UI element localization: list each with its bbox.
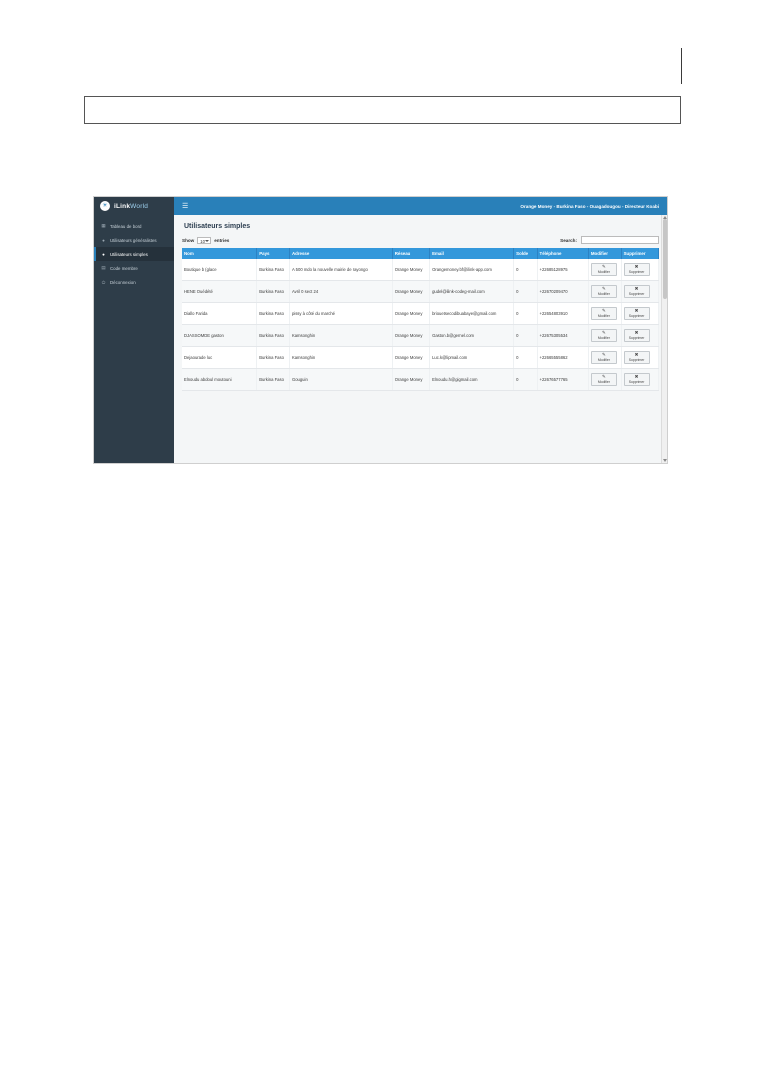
cell-adresse: A 500 mdo la nouvelle mairie de rayongo bbox=[289, 259, 392, 281]
edit-button-label: Modifier bbox=[597, 292, 610, 297]
cell-pays: Burkina Faso bbox=[257, 303, 290, 325]
page-size-select[interactable] bbox=[197, 237, 211, 244]
cell-solde: 0 bbox=[514, 259, 537, 281]
delete-button[interactable] bbox=[624, 263, 650, 276]
cell-supprimer bbox=[621, 281, 658, 303]
user-icon: ● bbox=[102, 251, 105, 257]
pencil-icon: ✎ bbox=[601, 373, 606, 379]
pencil-icon: ✎ bbox=[601, 329, 606, 335]
cell-modifier bbox=[588, 281, 621, 303]
pencil-icon: ✎ bbox=[601, 307, 606, 313]
delete-button[interactable] bbox=[624, 351, 650, 364]
users-icon: ● bbox=[102, 237, 105, 243]
sidebar-item-code-membre[interactable] bbox=[94, 261, 174, 275]
cell-reseau: Orange Money bbox=[392, 281, 429, 303]
cell-solde: 0 bbox=[514, 325, 537, 347]
table-header-row bbox=[182, 248, 659, 259]
cell-nom: DJASSOMDE gaston bbox=[182, 325, 257, 347]
times-icon: ✖ bbox=[634, 351, 639, 357]
cell-adresse: Avril 0 sect 24 bbox=[289, 281, 392, 303]
brand-secondary: World bbox=[130, 202, 149, 210]
table-controls bbox=[182, 236, 659, 244]
edit-button[interactable] bbox=[591, 263, 617, 276]
users-table bbox=[182, 248, 659, 391]
cell-pays: Burkina Faso bbox=[257, 347, 290, 369]
top-empty-frame bbox=[84, 96, 681, 124]
table-row bbox=[182, 369, 659, 391]
sidebar-item-label: Tableau de bord bbox=[110, 223, 142, 229]
cell-telephone: +22654803910 bbox=[537, 303, 588, 325]
cell-telephone: +22676577765 bbox=[537, 369, 588, 391]
sidebar-item-utilisateurs-simples[interactable] bbox=[94, 247, 174, 261]
cell-pays: Burkina Faso bbox=[257, 259, 290, 281]
delete-button-label: Supprimer bbox=[628, 270, 645, 275]
delete-button-label: Supprimer bbox=[628, 292, 645, 297]
column-header-adresse[interactable]: Adresse bbox=[289, 248, 392, 259]
top-divider-rule bbox=[681, 48, 682, 84]
edit-button-label: Modifier bbox=[597, 358, 610, 363]
cell-nom: Dejaourade luc bbox=[182, 347, 257, 369]
table-row bbox=[182, 303, 659, 325]
cell-reseau: Orange Money bbox=[392, 347, 429, 369]
edit-button[interactable] bbox=[591, 373, 617, 386]
delete-button[interactable] bbox=[624, 329, 650, 342]
cell-email: Orangemoney.bf@ilink-app.com bbox=[430, 259, 514, 281]
brand-text bbox=[114, 203, 148, 210]
show-label: Show bbox=[182, 237, 195, 243]
cell-nom: Elnoudu abdoul moutouni bbox=[182, 369, 257, 391]
cell-telephone: +22675305534 bbox=[537, 325, 588, 347]
cell-modifier bbox=[588, 259, 621, 281]
cell-email: Elnoudu.h@gigmail.com bbox=[430, 369, 514, 391]
cell-pays: Burkina Faso bbox=[257, 369, 290, 391]
delete-button-label: Supprimer bbox=[628, 358, 645, 363]
cell-reseau: Orange Money bbox=[392, 303, 429, 325]
search-label: Search: bbox=[560, 237, 577, 243]
pencil-icon: ✎ bbox=[601, 263, 606, 269]
column-header-supprimer: Supprimer bbox=[621, 248, 658, 259]
cell-modifier bbox=[588, 325, 621, 347]
edit-button-label: Modifier bbox=[597, 380, 610, 385]
scroll-thumb[interactable] bbox=[663, 219, 667, 299]
cell-solde: 0 bbox=[514, 281, 537, 303]
delete-button-label: Supprimer bbox=[628, 380, 645, 385]
cell-modifier bbox=[588, 369, 621, 391]
cell-nom: Diallo Farida bbox=[182, 303, 257, 325]
show-entries-group bbox=[182, 237, 229, 244]
cell-nom: Boutique b (glace bbox=[182, 259, 257, 281]
cell-supprimer bbox=[621, 369, 658, 391]
cell-telephone: +22685128975 bbox=[537, 259, 588, 281]
cell-pays: Burkina Faso bbox=[257, 325, 290, 347]
cell-adresse: Kamsonghin bbox=[289, 325, 392, 347]
chevron-down-icon bbox=[205, 240, 209, 242]
column-header-email[interactable]: Email bbox=[430, 248, 514, 259]
times-icon: ✖ bbox=[634, 329, 639, 335]
sidebar-item-label: Utilisateurs généralistes bbox=[110, 237, 157, 243]
cell-solde: 0 bbox=[514, 369, 537, 391]
brand-primary: iLink bbox=[114, 202, 131, 210]
cell-solde: 0 bbox=[514, 347, 537, 369]
cell-reseau: Orange Money bbox=[392, 259, 429, 281]
delete-button[interactable] bbox=[624, 373, 650, 386]
delete-button-label: Supprimer bbox=[628, 336, 645, 341]
globe-icon: ☀ bbox=[100, 201, 110, 211]
cell-solde: 0 bbox=[514, 303, 537, 325]
app-screenshot bbox=[93, 196, 668, 464]
edit-button[interactable] bbox=[591, 285, 617, 298]
table-row bbox=[182, 347, 659, 369]
sidebar-item-utilisateurs-generalistes[interactable] bbox=[94, 233, 174, 247]
delete-button[interactable] bbox=[624, 307, 650, 320]
edit-button[interactable] bbox=[591, 329, 617, 342]
entries-label: entries bbox=[214, 237, 230, 243]
app-header bbox=[94, 197, 667, 215]
sidebar-item-deconnexion[interactable] bbox=[94, 275, 174, 289]
main-content bbox=[174, 215, 667, 463]
pencil-icon: ✎ bbox=[601, 351, 606, 357]
cell-email: gudel@ilink-codeg-mail.com bbox=[430, 281, 514, 303]
page-title: Utilisateurs simples bbox=[184, 223, 251, 230]
cell-nom: HENE Ouédété bbox=[182, 281, 257, 303]
times-icon: ✖ bbox=[634, 307, 639, 313]
cell-adresse: pissy à côté du marché bbox=[289, 303, 392, 325]
cell-supprimer bbox=[621, 259, 658, 281]
column-header-nom[interactable]: Nom bbox=[182, 248, 257, 259]
hamburger-icon[interactable]: ☰ bbox=[182, 203, 189, 210]
cell-reseau: Orange Money bbox=[392, 325, 429, 347]
table-body bbox=[182, 259, 659, 391]
times-icon: ✖ bbox=[634, 373, 639, 379]
dashboard-icon: ▦ bbox=[101, 223, 106, 228]
cell-reseau: Orange Money bbox=[392, 369, 429, 391]
cell-modifier bbox=[588, 347, 621, 369]
cell-adresse: Kamsonghin bbox=[289, 347, 392, 369]
cell-telephone: +22665555862 bbox=[537, 347, 588, 369]
sidebar bbox=[94, 215, 174, 463]
column-header-reseau[interactable]: Réseau bbox=[392, 248, 429, 259]
edit-button-label: Modifier bbox=[597, 270, 610, 275]
sidebar-item-label: Code membre bbox=[110, 265, 138, 271]
edit-button[interactable] bbox=[591, 307, 617, 320]
delete-button-label: Supprimer bbox=[628, 314, 645, 319]
cell-supprimer bbox=[621, 347, 658, 369]
sidebar-item-label: Utilisateurs simples bbox=[110, 251, 148, 257]
edit-button[interactable] bbox=[591, 351, 617, 364]
cell-supprimer bbox=[621, 325, 658, 347]
search-input[interactable] bbox=[581, 236, 659, 244]
cell-email: briouetsecodibuabaye@gmail.com bbox=[430, 303, 514, 325]
cell-telephone: +22670209470 bbox=[537, 281, 588, 303]
column-header-solde[interactable]: Solde bbox=[514, 248, 537, 259]
cell-adresse: Gouguin bbox=[289, 369, 392, 391]
sidebar-item-label: Déconnexion bbox=[110, 279, 136, 285]
column-header-telephone[interactable]: Téléphone bbox=[537, 248, 588, 259]
delete-button[interactable] bbox=[624, 285, 650, 298]
vertical-scrollbar[interactable] bbox=[661, 215, 667, 463]
cell-modifier bbox=[588, 303, 621, 325]
scroll-down-icon[interactable] bbox=[663, 459, 667, 462]
sidebar-item-tableau-de-bord[interactable] bbox=[94, 219, 174, 233]
table-row bbox=[182, 281, 659, 303]
cell-pays: Burkina Faso bbox=[257, 281, 290, 303]
edit-button-label: Modifier bbox=[597, 336, 610, 341]
header-account-info: Orange Money - Burkina Faso - Ouagadougou - Directeur Koabi bbox=[520, 203, 659, 209]
brand[interactable] bbox=[94, 197, 174, 215]
cell-supprimer bbox=[621, 303, 658, 325]
edit-button-label: Modifier bbox=[597, 314, 610, 319]
code-icon: ▤ bbox=[101, 265, 106, 270]
pencil-icon: ✎ bbox=[601, 285, 606, 291]
times-icon: ✖ bbox=[634, 263, 639, 269]
table-row bbox=[182, 259, 659, 281]
times-icon: ✖ bbox=[634, 285, 639, 291]
page-size-value: 10 bbox=[200, 238, 205, 244]
column-header-modifier: Modifier bbox=[588, 248, 621, 259]
search-group bbox=[560, 236, 659, 244]
power-icon: ⏻ bbox=[101, 279, 106, 285]
table-row bbox=[182, 325, 659, 347]
column-header-pays[interactable]: Pays bbox=[257, 248, 290, 259]
cell-email: Luc.k@lipmail.com bbox=[430, 347, 514, 369]
cell-email: Gaston.b@gernel.com bbox=[430, 325, 514, 347]
